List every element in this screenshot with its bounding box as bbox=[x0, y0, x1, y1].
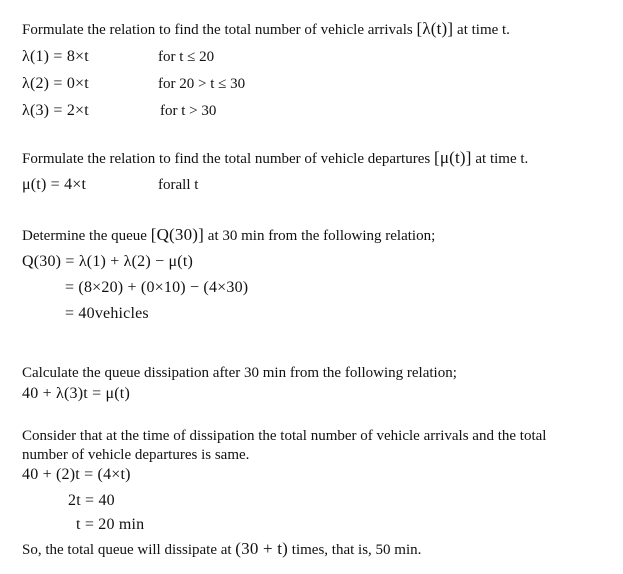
arrival-cond-2: for 20 > t ≤ 30 bbox=[158, 76, 246, 92]
departure-eq: μ(t) = 4×t bbox=[22, 176, 87, 193]
departures-intro bbox=[22, 149, 528, 168]
arrival-cond-3: for t > 30 bbox=[160, 103, 217, 119]
queue-intro-text: Determine the queue bbox=[22, 228, 147, 244]
arrival-eq-3: λ(3) = 2×t bbox=[22, 102, 89, 119]
dissipation-eq: 40 + λ(3)t = μ(t) bbox=[22, 385, 130, 402]
departures-intro-end: at time t. bbox=[475, 151, 529, 167]
queue-intro bbox=[22, 226, 435, 245]
arrival-eq-1: λ(1) = 8×t bbox=[22, 48, 89, 65]
solve-eq-1: 40 + (2)t = (4×t) bbox=[22, 466, 131, 483]
arrivals-intro bbox=[22, 20, 510, 39]
dissipation-intro: Calculate the queue dissipation after 30 min from the following relation; bbox=[22, 365, 457, 381]
queue-symbol: [Q(30)] bbox=[150, 225, 205, 244]
arrival-cond-1: for t ≤ 20 bbox=[158, 49, 215, 65]
arrivals-intro-text: Formulate the relation to find the total number of vehicle arrivals bbox=[22, 22, 413, 38]
queue-eq-1: Q(30) = λ(1) + λ(2) − μ(t) bbox=[22, 253, 193, 270]
solve-eq-2: 2t = 40 bbox=[68, 492, 115, 509]
departures-symbol: [μ(t)] bbox=[433, 148, 472, 167]
consider-line-1: Consider that at the time of dissipation the total number of vehicle arrivals and the total bbox=[22, 428, 547, 444]
conclusion-math: (30 + t) bbox=[235, 539, 289, 558]
arrivals-symbol: [λ(t)] bbox=[416, 19, 454, 38]
arrival-eq-2: λ(2) = 0×t bbox=[22, 75, 89, 92]
conclusion bbox=[22, 540, 421, 559]
solve-eq-3: t = 20 min bbox=[76, 516, 145, 533]
conclusion-post: times, that is, 50 min. bbox=[291, 542, 422, 558]
departures-intro-text: Formulate the relation to find the total number of vehicle departures bbox=[22, 151, 431, 167]
queue-eq-3: = 40vehicles bbox=[65, 305, 149, 322]
arrivals-intro-end: at time t. bbox=[457, 22, 510, 38]
queue-intro-end: at 30 min from the following relation; bbox=[207, 228, 436, 244]
departure-cond: forall t bbox=[158, 177, 199, 193]
queue-eq-2: = (8×20) + (0×10) − (4×30) bbox=[65, 279, 249, 296]
conclusion-pre: So, the total queue will dissipate at bbox=[22, 542, 232, 558]
consider-line-2: number of vehicle departures is same. bbox=[22, 447, 250, 463]
